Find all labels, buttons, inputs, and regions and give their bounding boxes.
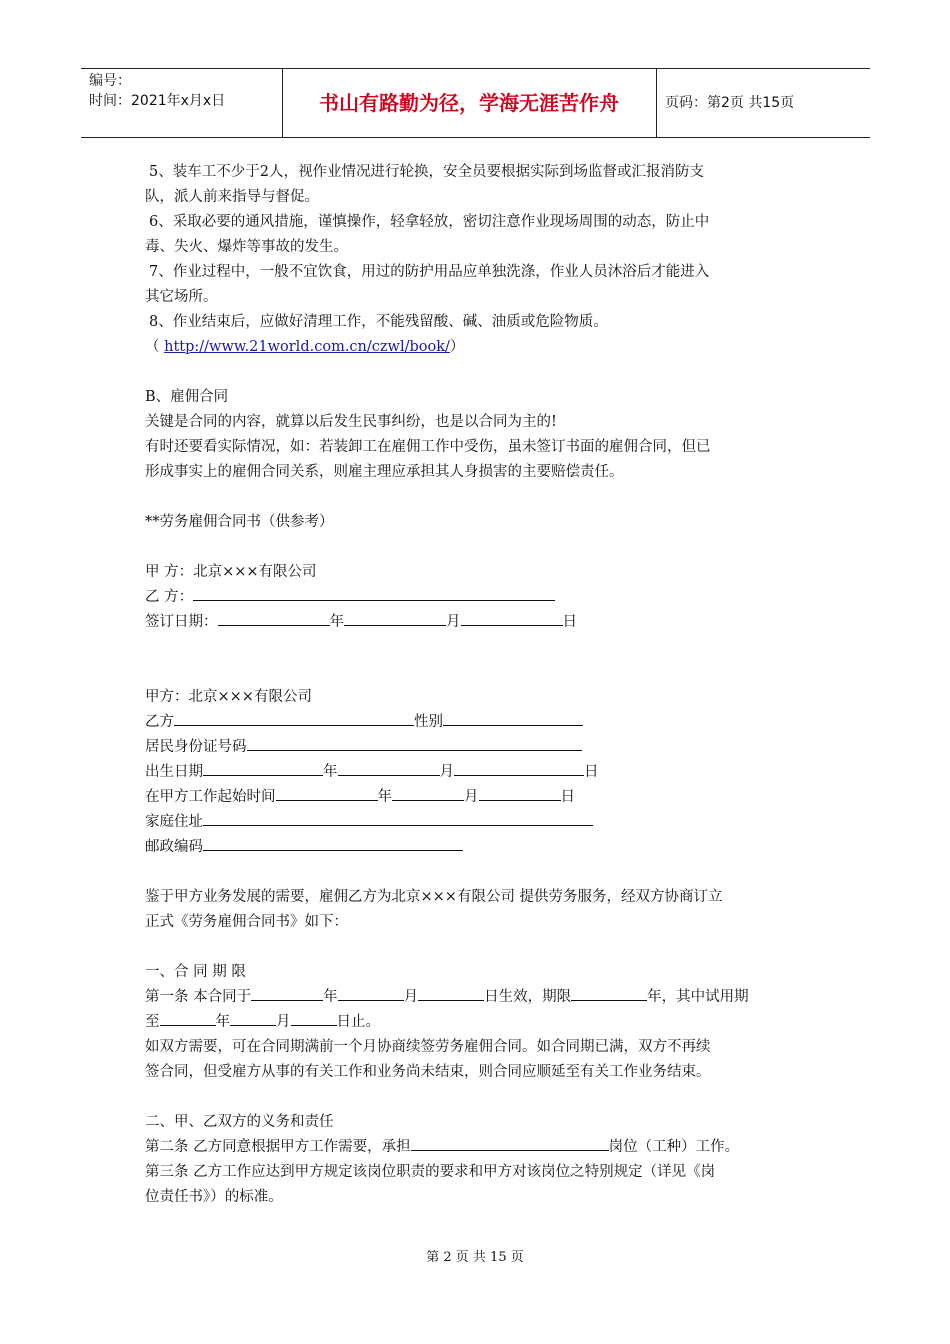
blank [160,1010,216,1026]
postcode-label: 邮政编码 [145,839,203,855]
party-b-line [145,585,810,610]
until-label: 至 [145,1014,160,1030]
header-page-info: 页码：第2页 共15页 [665,95,795,111]
article1-line2 [145,1010,810,1035]
blank [338,985,404,1001]
id-number-label: 居民身份证号码 [145,739,247,755]
probation-label: 年，其中试用期 [647,989,749,1005]
year-label: 年 [323,764,338,780]
serial-label: 编号： [89,73,131,89]
header-divider [656,69,657,137]
article2-end: 岗位（工种）工作。 [608,1139,740,1155]
document-body [145,160,810,1210]
reference-link[interactable]: http://www.21world.com.cn/czwl/book/ [164,339,450,355]
item-6-line2: 毒、失火、爆炸等事故的发生。 [145,239,348,255]
blank [203,835,463,851]
month-label: 月 [403,989,419,1005]
article1-start: 第一条 本合同于 [145,989,252,1005]
month-label: 月 [446,614,461,630]
section1-title: 一、合 同 期 限 [145,964,246,980]
article1-line1 [145,985,810,1010]
year-label: 年 [329,614,344,630]
article3-line2: 位责任书》）的标准。 [145,1189,283,1205]
month-label: 月 [276,1014,291,1030]
contract-title: **劳务雇佣合同书（供参考） [145,514,334,530]
paren-close: ） [449,339,465,355]
day-end-label: 日止。 [336,1014,380,1030]
section-b-title: B、雇佣合同 [145,389,229,405]
blank [392,785,464,801]
blank [251,985,323,1001]
party-b-label: 乙 方： [145,589,194,605]
birth-date-line [145,760,810,785]
blank [418,985,484,1001]
blank [230,1010,276,1026]
item-7-line1: 7、作业过程中，一般不宜饮食，用过的防护用品应单独洗涤，作业人员沐浴后才能进入 [149,264,710,280]
section1-para-line2: 签合同，但受雇方从事的有关工作和业务尚未结束，则合同应顺延至有关工作业务结束。 [145,1064,711,1080]
item-5-line2: 队，派人前来指导与督促。 [145,189,319,205]
day-label: 日 [562,614,577,630]
form-party-b-line [145,710,810,735]
blank [338,760,440,776]
form-party-b-label: 乙方 [145,714,174,730]
blank [276,785,378,801]
day-label: 日 [584,764,599,780]
month-label: 月 [464,789,479,805]
id-number-line [145,735,810,760]
blank [203,760,323,776]
blank [344,610,446,626]
blank [218,610,330,626]
postcode-line [145,835,810,860]
blank [461,610,563,626]
blank [443,710,583,726]
section-b-line1: 关键是合同的内容，就算以后发生民事纠纷，也是以合同为主的! [145,414,557,430]
item-8-line1: 8、作业结束后，应做好清理工作，不能残留酸、碱、油质或危险物质。 [149,314,608,330]
section1-para-line1: 如双方需要，可在合同期满前一个月协商续签劳务雇佣合同。如合同期已满，双方不再续 [145,1039,711,1055]
year-label: 年 [323,989,338,1005]
section-b-line3: 形成事实上的雇佣合同关系，则雇主理应承担其人身损害的主要赔偿责任。 [145,464,624,480]
item-5-line1: 5、装车工不少于2人，视作业情况进行轮换，安全员要根据实际到场监督或汇报消防支 [149,164,704,180]
address-label: 家庭住址 [145,814,203,830]
month-label: 月 [439,764,454,780]
birth-date-label: 出生日期 [145,764,203,780]
page-header [81,68,870,138]
start-date-label: 在甲方工作起始时间 [145,789,276,805]
form-party-a: 甲方：北京×××有限公司 [145,689,312,705]
blank [203,810,593,826]
year-label: 年 [215,1014,230,1030]
blank [571,985,647,1001]
blank [479,785,561,801]
start-date-line [145,785,810,810]
blank [174,710,414,726]
article3-line1: 第三条 乙方工作应达到甲方规定该岗位职责的要求和甲方对该岗位之特别规定（详见《岗 [145,1164,716,1180]
date-label: 时间：2021年x月x日 [89,93,226,109]
blank [247,735,582,751]
reference-link-line [145,335,810,360]
article2-start: 第二条 乙方同意根据甲方工作需要，承担 [145,1139,411,1155]
section-b-line2: 有时还要看实际情况，如：若装卸工在雇佣工作中受伤，虽未签订书面的雇佣合同，但已 [145,439,711,455]
article2-line [145,1135,810,1160]
year-label: 年 [377,789,392,805]
address-line [145,810,810,835]
section2-title: 二、甲、乙双方的义务和责任 [145,1114,334,1130]
page-footer: 第 2 页 共 15 页 [426,1250,524,1265]
party-b-blank [193,585,555,601]
day-label: 日 [560,789,575,805]
item-7-line2: 其它场所。 [145,289,218,305]
sign-date-line [145,610,810,635]
blank [291,1010,337,1026]
intro-line2: 正式《劳务雇佣合同书》如下： [145,914,348,930]
blank [411,1135,609,1151]
effective-label: 日生效，期限 [484,989,572,1005]
blank [454,760,584,776]
party-a: 甲 方：北京×××有限公司 [145,564,317,580]
header-meta [89,71,279,111]
paren-open: （ [145,339,165,355]
intro-line1: 鉴于甲方业务发展的需要，雇佣乙方为北京×××有限公司 提供劳务服务，经双方协商订立 [145,889,723,905]
item-6-line1: 6、采取必要的通风措施，谨慎操作，轻拿轻放，密切注意作业现场周围的动态，防止中 [149,214,710,230]
sign-date-label: 签订日期： [145,614,218,630]
header-motto: 书山有路勤为径，学海无涯苦作舟 [319,91,619,115]
gender-label: 性别 [414,714,443,730]
